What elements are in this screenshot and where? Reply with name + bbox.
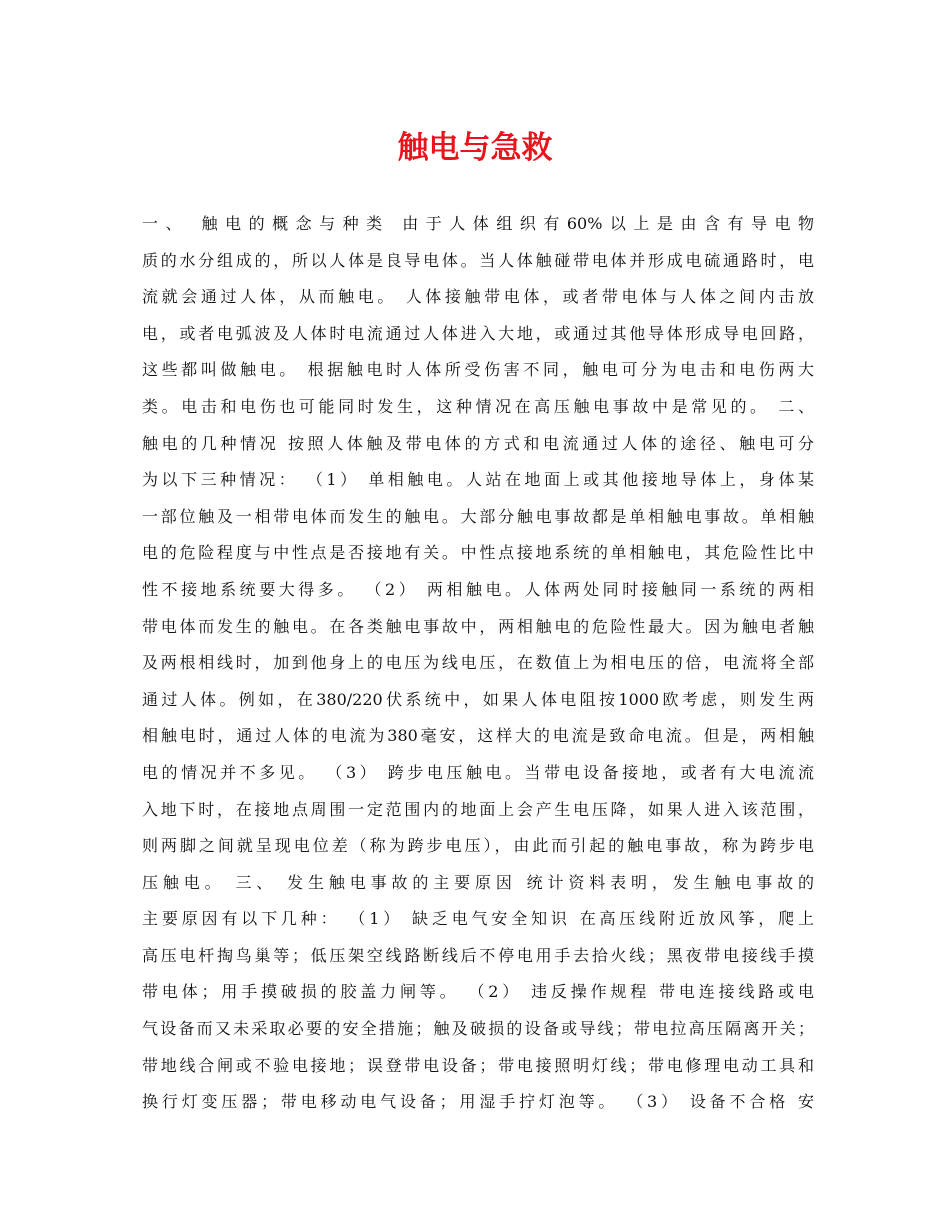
text-line: 相触电时，通过人体的电流为380毫安，这样大的电流是致命电流。但是，两相触 [142,726,814,746]
text-line: 通过人体。例如，在380/220伏系统中，如果人体电阻按1000欧考虑，则发生两 [142,689,814,709]
text-line: 则两脚之间就呈现电位差（称为跨步电压），由此而引起的触电事故，称为跨步电 [142,836,814,856]
text-line: 带电体；用手摸破损的胶盖力闸等。 （2） 违反操作规程 带电连接线路或电 [142,982,814,1002]
text-line: 及两根相线时，加到他身上的电压为线电压，在数值上为相电压的倍，电流将全部 [142,653,814,673]
text-line: 质的水分组成的，所以人体是良导电体。当人体触碰带电体并形成电硫通路时，电 [142,250,814,270]
text-line: 触电的几种情况 按照人体触及带电体的方式和电流通过人体的途径、触电可分 [142,433,814,453]
text-line: 带地线合闸或不验电接地；误登带电设备；带电接照明灯线；带电修理电动工具和 [142,1055,814,1075]
text-line: 一部位触及一相带电体而发生的触电。大部分触电事故都是单相触电事故。单相触 [142,506,814,526]
text-line: 电，或者电弧波及人体时电流通过人体进入大地，或通过其他导体形成导电回路， [142,323,814,343]
text-line: 高压电杆掏鸟巢等；低压架空线路断线后不停电用手去拾火线；黑夜带电接线手摸 [142,945,814,965]
text-line: 为以下三种情况： （1） 单相触电。人站在地面上或其他接地导体上，身体某 [142,470,814,490]
text-line: 类。电击和电伤也可能同时发生，这种情况在高压触电事故中是常见的。 二、 [142,396,814,416]
text-line: 入地下时，在接地点周围一定范围内的地面上会产生电压降，如果人进入该范围， [142,799,814,819]
text-line: 一、 触电的概念与种类 由于人体组织有60%以上是由含有导电物 [142,214,814,233]
text-line: 主要原因有以下几种： （1） 缺乏电气安全知识 在高压线附近放风筝，爬上 [142,909,814,929]
text-line: 流就会通过人体，从而触电。 人体接触带电体，或者带电体与人体之间内击放 [142,287,814,307]
text-line: 这些都叫做触电。 根据触电时人体所受伤害不同，触电可分为电击和电伤两大 [142,360,814,380]
text-line: 电的情况并不多见。 （3） 跨步电压触电。当带电设备接地，或者有大电流流 [142,762,814,782]
page-title: 触电与急救 [397,130,553,166]
text-line: 带电体而发生的触电。在各类触电事故中，两相触电的危险性最大。因为触电者触 [142,616,814,636]
text-line: 换行灯变压器；带电移动电气设备；用湿手拧灯泡等。 （3） 设备不合格 安 [142,1092,814,1112]
text-line: 电的危险程度与中性点是否接地有关。中性点接地系统的单相触电，其危险性比中 [142,543,814,563]
text-line: 性不接地系统要大得多。 （2） 两相触电。人体两处同时接触同一系统的两相 [142,579,814,599]
text-line: 压触电。 三、 发生触电事故的主要原因 统计资料表明，发生触电事故的 [142,872,814,892]
body-text [142,206,814,1121]
text-line: 气设备而又未采取必要的安全措施；触及破损的设备或导线；带电拉高压隔离开关； [142,1019,814,1039]
